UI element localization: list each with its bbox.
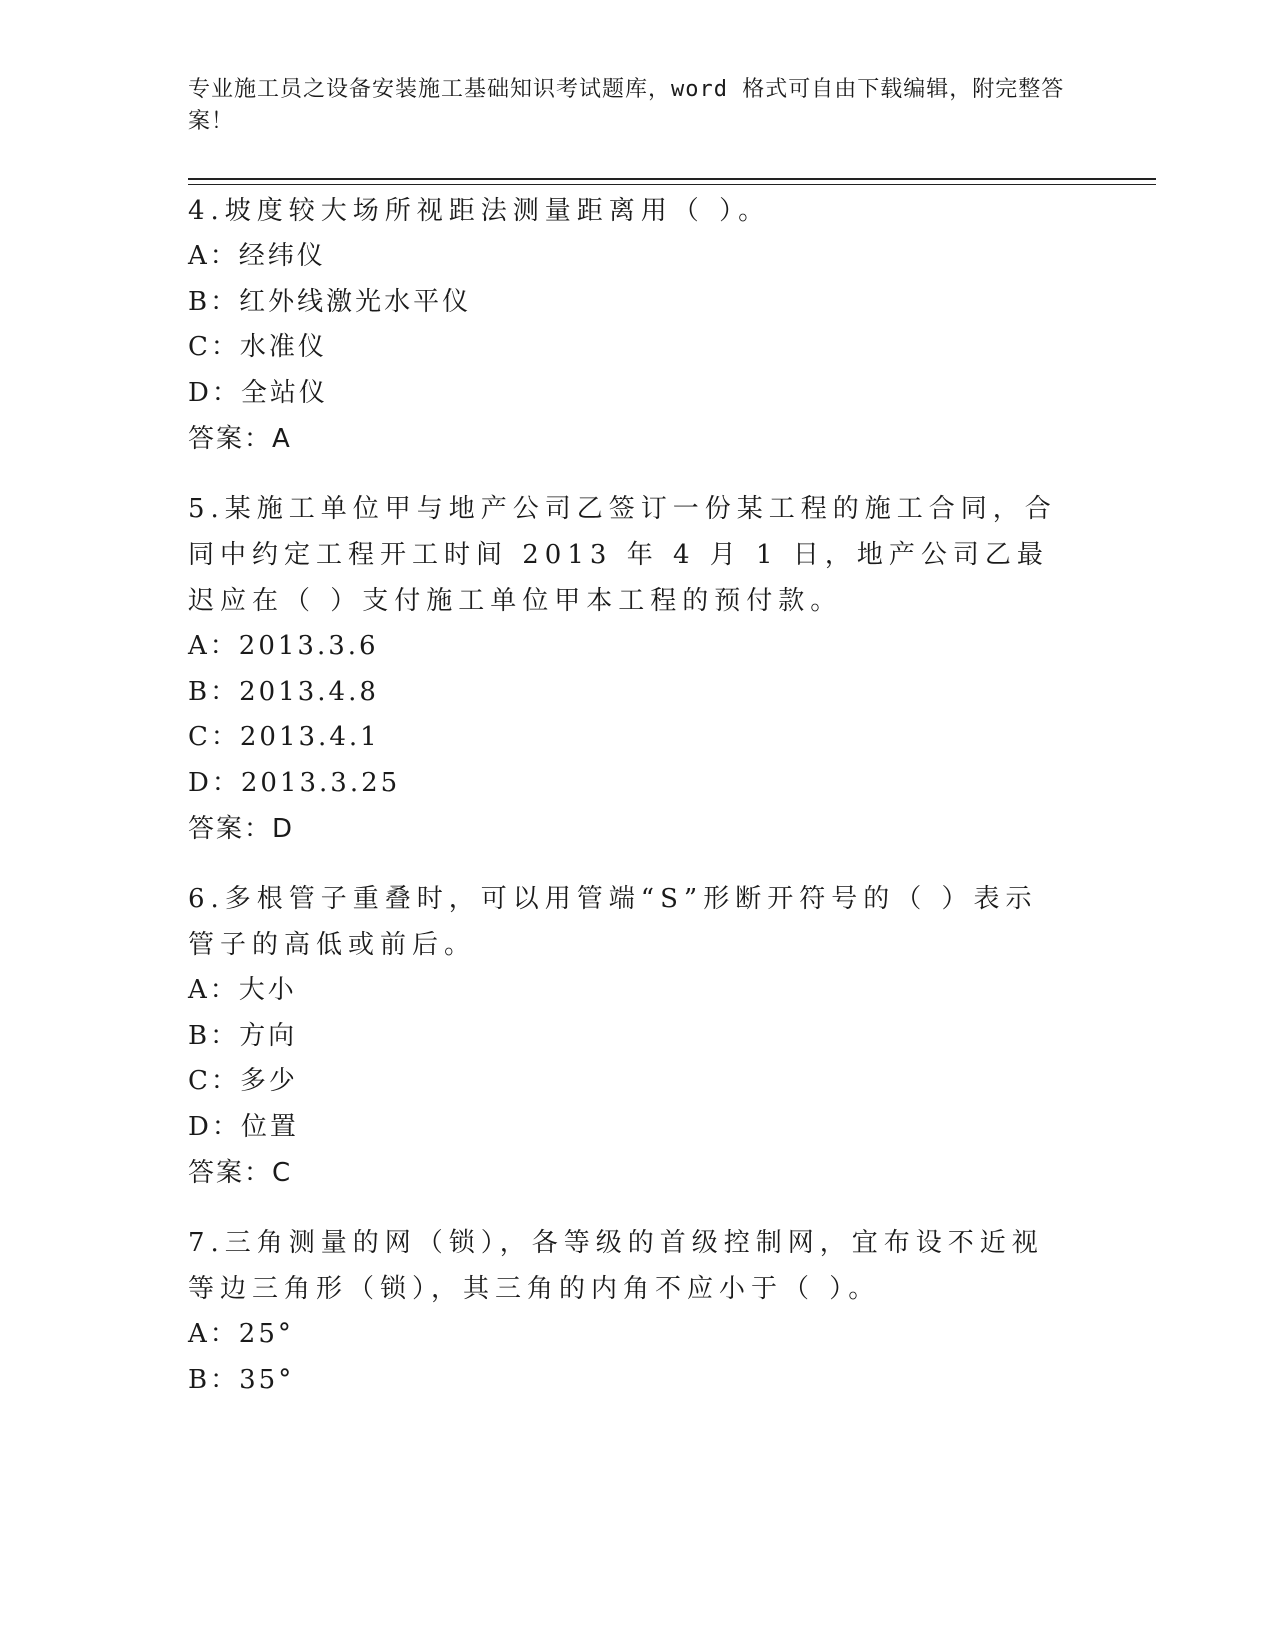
question-5 xyxy=(188,486,1068,852)
option-d: D：2013.3.25 xyxy=(188,767,401,798)
option-b: B：红外线激光水平仪 xyxy=(188,286,472,317)
option-b: B：35° xyxy=(188,1364,295,1395)
question-stem: 7.三角测量的网（锁），各等级的首级控制网，宜布设不近视等边三角形（锁），其三角的内角不应小于（ ）。 xyxy=(188,1228,1044,1304)
question-4 xyxy=(188,188,1068,462)
option-a: A：经纬仪 xyxy=(188,241,326,271)
option-d: D：全站仪 xyxy=(188,377,328,408)
option-c: C：2013.4.1 xyxy=(188,722,380,752)
option-a: A：2013.3.6 xyxy=(188,631,379,661)
question-stem: 5.某施工单位甲与地产公司乙签订一份某工程的施工合同，合同中约定工程开工时间 2013 年 4 月 1 日，地产公司乙最迟应在（ ）支付施工单位甲本工程的预付款。 xyxy=(188,494,1057,616)
header-divider-thin xyxy=(188,184,1156,185)
option-a: A：25° xyxy=(188,1319,294,1349)
question-7 xyxy=(188,1220,1068,1403)
answer-line: 答案：A xyxy=(188,424,292,454)
answer-line: 答案：C xyxy=(188,1158,293,1188)
header-divider-thick xyxy=(188,178,1156,180)
question-stem: 4.坡度较大场所视距法测量距离用（ ）。 xyxy=(188,196,771,226)
option-d: D：位置 xyxy=(188,1111,299,1142)
question-6 xyxy=(188,876,1068,1196)
option-b: B：方向 xyxy=(188,1020,298,1051)
question-list xyxy=(188,188,1068,1427)
question-stem: 6.多根管子重叠时，可以用管端“S”形断开符号的（ ）表示管子的高低或前后。 xyxy=(188,884,1038,960)
option-c: C：多少 xyxy=(188,1066,298,1096)
option-b: B：2013.4.8 xyxy=(188,676,379,707)
option-a: A：大小 xyxy=(188,975,297,1005)
document-header-title: 专业施工员之设备安装施工基础知识考试题库，word 格式可自由下载编辑，附完整答案！ xyxy=(188,77,1065,134)
answer-line: 答案：D xyxy=(188,814,295,844)
option-c: C：水准仪 xyxy=(188,332,327,362)
